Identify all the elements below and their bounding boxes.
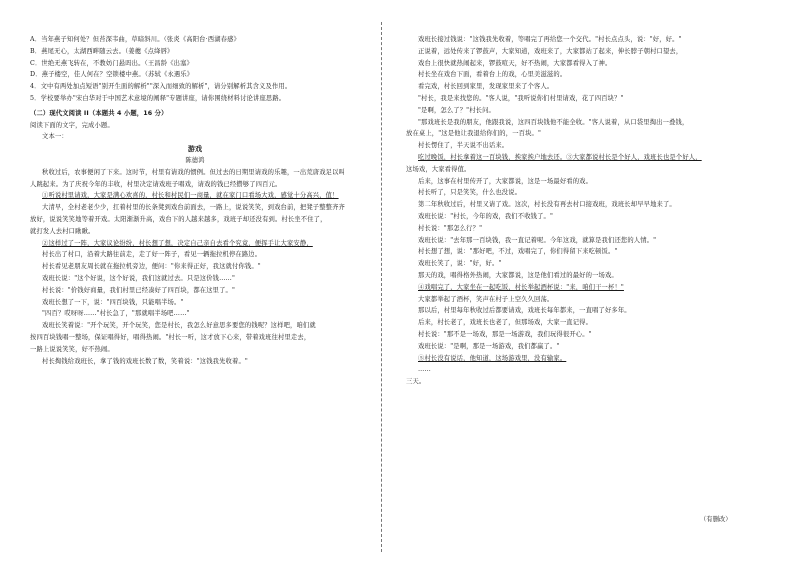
paragraph-line: 那天的戏，唱得格外热闹，大家都说，这是他们看过的最好的一场戏。 (418, 271, 618, 279)
paragraph-line: 村长坐在戏台下面，看着台上的戏，心里美滋滋的。 (418, 71, 567, 79)
paragraph-line: 看完戏，村长回到家里，发现家里来了个客人。 (418, 83, 554, 91)
text-label: 文本一： (42, 133, 68, 141)
paragraph-line: 村长掏钱给戏班长，拿了钱的戏班长数了数，笑着说："这钱我先收着。" (42, 357, 248, 365)
paragraph-line: 戏班长想了一下，说："四百块钱，只能唱半场。" (42, 298, 184, 306)
paragraph-line: "村长，我是来找您的。"客人说，"我听说你们村里请戏，花了四百块？" (418, 94, 624, 102)
paragraph-line: 秋收过后，农事便闲了下来。这时节，村里有请戏的惯例。但过去的日期里请戏的乐趣，一出荒唐戏足以叫 (42, 168, 346, 176)
paragraph-line: 戏班长说："是啊，那是一场游戏，我们都赢了。" (418, 342, 560, 350)
paragraph-line: "那戏班长是我的朋友，他跟我说，这四百块钱他不能全收。"客人说着，从口袋里掏出一叠钱， (418, 118, 689, 126)
question-5: 5．学校要举办"宋白华对于中国艺术意境的阐释"专题讲座，请你围绕材料讨论讲座思路。 (30, 94, 286, 102)
paragraph-line: 后来，村长老了，戏班长也老了，但那场戏，大家一直记得。 (418, 319, 593, 327)
paragraph-line: 村长说："那不是一场戏，那是一场游戏，我们玩得很开心。" (418, 330, 592, 338)
paragraph-line: 戏班长说："去年那一百块钱，我一直记着呢。今年这戏，就算是我们还您的人情。" (418, 236, 657, 244)
paragraph-line: 村长想了想，说："那好吧，不过，戏唱完了，你们得留下来吃顿饭。" (418, 248, 618, 256)
underlined-sentence-2: ②这样过了一阵，大家议论纷纷，村长想了想，决定自己亲自去看个究竟，便挥手让大家安静， (42, 239, 313, 247)
paragraph-line: 戏班长笑着说："开个玩笑，开个玩笑，您是村长，我怎么好意思多要您的钱呢？这样吧，咱们就 (42, 322, 316, 330)
paragraph-line: …… (418, 366, 431, 374)
paragraph-line: 正说着，远处传来了锣鼓声，大家知道，戏班来了，大家都站了起来，伸长脖子朝村口望去， (418, 47, 683, 55)
column-divider (381, 22, 382, 552)
option-c: C．世绝无燕飞转在，不教妨门悬吗出。（王昌龄《出塞》 (30, 59, 193, 67)
underlined-sentence-1: ①听说村里请戏，大家是满心欢喜的，村长和村民们一商量，就在家门口看场大戏，感觉十分高兴，值！ (42, 192, 339, 200)
option-a: A．当年燕子知何处？但苔深韦曲，草暗斜川。（张炎《高阳台·西湖春感》 (30, 36, 240, 43)
instruction: 阅读下面的文字，完成小题。 (30, 121, 114, 129)
paragraph-line: 后来，这事在村里传开了，大家都说，这是一场最好看的戏。 (418, 177, 593, 185)
option-b: B．燕尾无心，太湖西畔随云去。（姜夔《点绛唇》 (30, 47, 174, 55)
story-title: 游戏 (187, 144, 203, 154)
underlined-sentence-3: 吃过晚饭，村长拿着这一百块钱，挨家挨户地去还。③大家都说村长是个好人，戏班长也是个好人， (418, 153, 702, 161)
paragraph-line: 放好，说说笑笑地等着开戏。太阳渐渐升高，戏台下的人越来越多，戏班子却还没有到。村长坐不住了， (30, 215, 327, 223)
paragraph-line: 戏班长接过钱说："这钱我先收着，等唱完了再给您一个交代。"村长点点头，说："好，好。" (418, 36, 682, 43)
right-column (406, 34, 764, 388)
paragraph-line: 村长愣住了，半天说不出话来。 (418, 142, 509, 150)
left-column (30, 34, 360, 367)
source-note: （有删改） (700, 516, 732, 523)
paragraph-line: 村长看见老朋友周长就在拖拉机旁边，便问："你来得正好，我这就付你钱。" (42, 263, 261, 271)
story-author: 陈德鸿 (185, 156, 205, 164)
paragraph-line: 那以后，村里每年秋收过后都要请戏，戏班长每年都来，一直唱了好多年。 (418, 307, 631, 315)
paragraph-line: 村长出了村口，沿着大路往前走，走了好一阵子，看见一辆拖拉机停在路边。 (42, 251, 262, 259)
paragraph-line: 大清早，全村老老少少，扛着村里的长条凳到戏台前面去，一路上，说说笑笑，到戏台前，把凳子整整齐齐 (42, 204, 346, 212)
paragraph-line: 戏台上很快就热闹起来，锣鼓喧天，好不热闹，大家都看得入了神。 (418, 59, 612, 67)
paragraph-line: 村长说："那怎么行？" (418, 224, 483, 232)
paragraph-line: 三天。 (406, 378, 426, 386)
underlined-sentence-5: ⑤村长没有说话，他知道，这场游戏里，没有输家。 (418, 354, 567, 362)
underlined-sentence-4: ④戏唱完了，大家坐在一起吃饭，村长举起酒杯说："来，咱们干一杯！" (418, 283, 624, 291)
paragraph-line: "是啊，怎么了？"村长问。 (418, 106, 496, 114)
paragraph-line: 村长说："价钱好商量，我们村里已经凑好了四百块，都在这里了。" (42, 286, 236, 294)
paragraph-line: 戏班长说："这个好说，这个好说，我们这就过去。只是这价钱……" (42, 274, 236, 282)
paragraph-line: 就打发人去村口瞅瞅。 (30, 227, 95, 235)
paragraph-line: 一路上说说笑笑，好不热闹。 (30, 345, 114, 353)
paragraph-line: 村长听了，只是笑笑，什么也没说。 (418, 189, 522, 197)
paragraph-line: 人跳起来。为了庆祝今年的丰收，村里决定请戏班子唱戏，请戏的钱已经攒够了四百元。 (30, 180, 282, 188)
section-title: （二）现代文阅读 II（本题共 4 小题，16 分） (30, 109, 168, 117)
paragraph-line: 这场戏，大家看得值。 (406, 165, 471, 173)
paragraph-line: 按四百块钱唱一整场，保证唱得好，唱得热闹。"村长一听，这才放下心来，带着戏班往村里走去， (30, 333, 311, 341)
option-d: D．燕子楼空，佳人何在？空锁楼中燕。（苏轼《永遇乐》 (30, 71, 194, 79)
paragraph-line: 大家都举起了酒杯，笑声在村子上空久久回荡。 (418, 295, 554, 303)
question-4: 4．文中有两处加点短语"别开生面的解析""深入而细致的解析"，请分别解析其含义及作用。 (30, 83, 292, 91)
paragraph-line: 戏班长笑了，说："好，好。" (418, 260, 502, 268)
paragraph-line: "四百？哎呀呀……"村长急了，"那就唱半场吧……" (42, 310, 190, 318)
paragraph-line: 第二年秋收过后，村里又请了戏。这次，村长没有再去村口接戏班，戏班长却早早地来了。 (418, 201, 676, 209)
paragraph-line: 放在桌上，"这是他让我退给你们的，一百块。" (406, 130, 542, 138)
paragraph-line: 戏班长说："村长，今年的戏，我们不收钱了。" (418, 212, 554, 220)
